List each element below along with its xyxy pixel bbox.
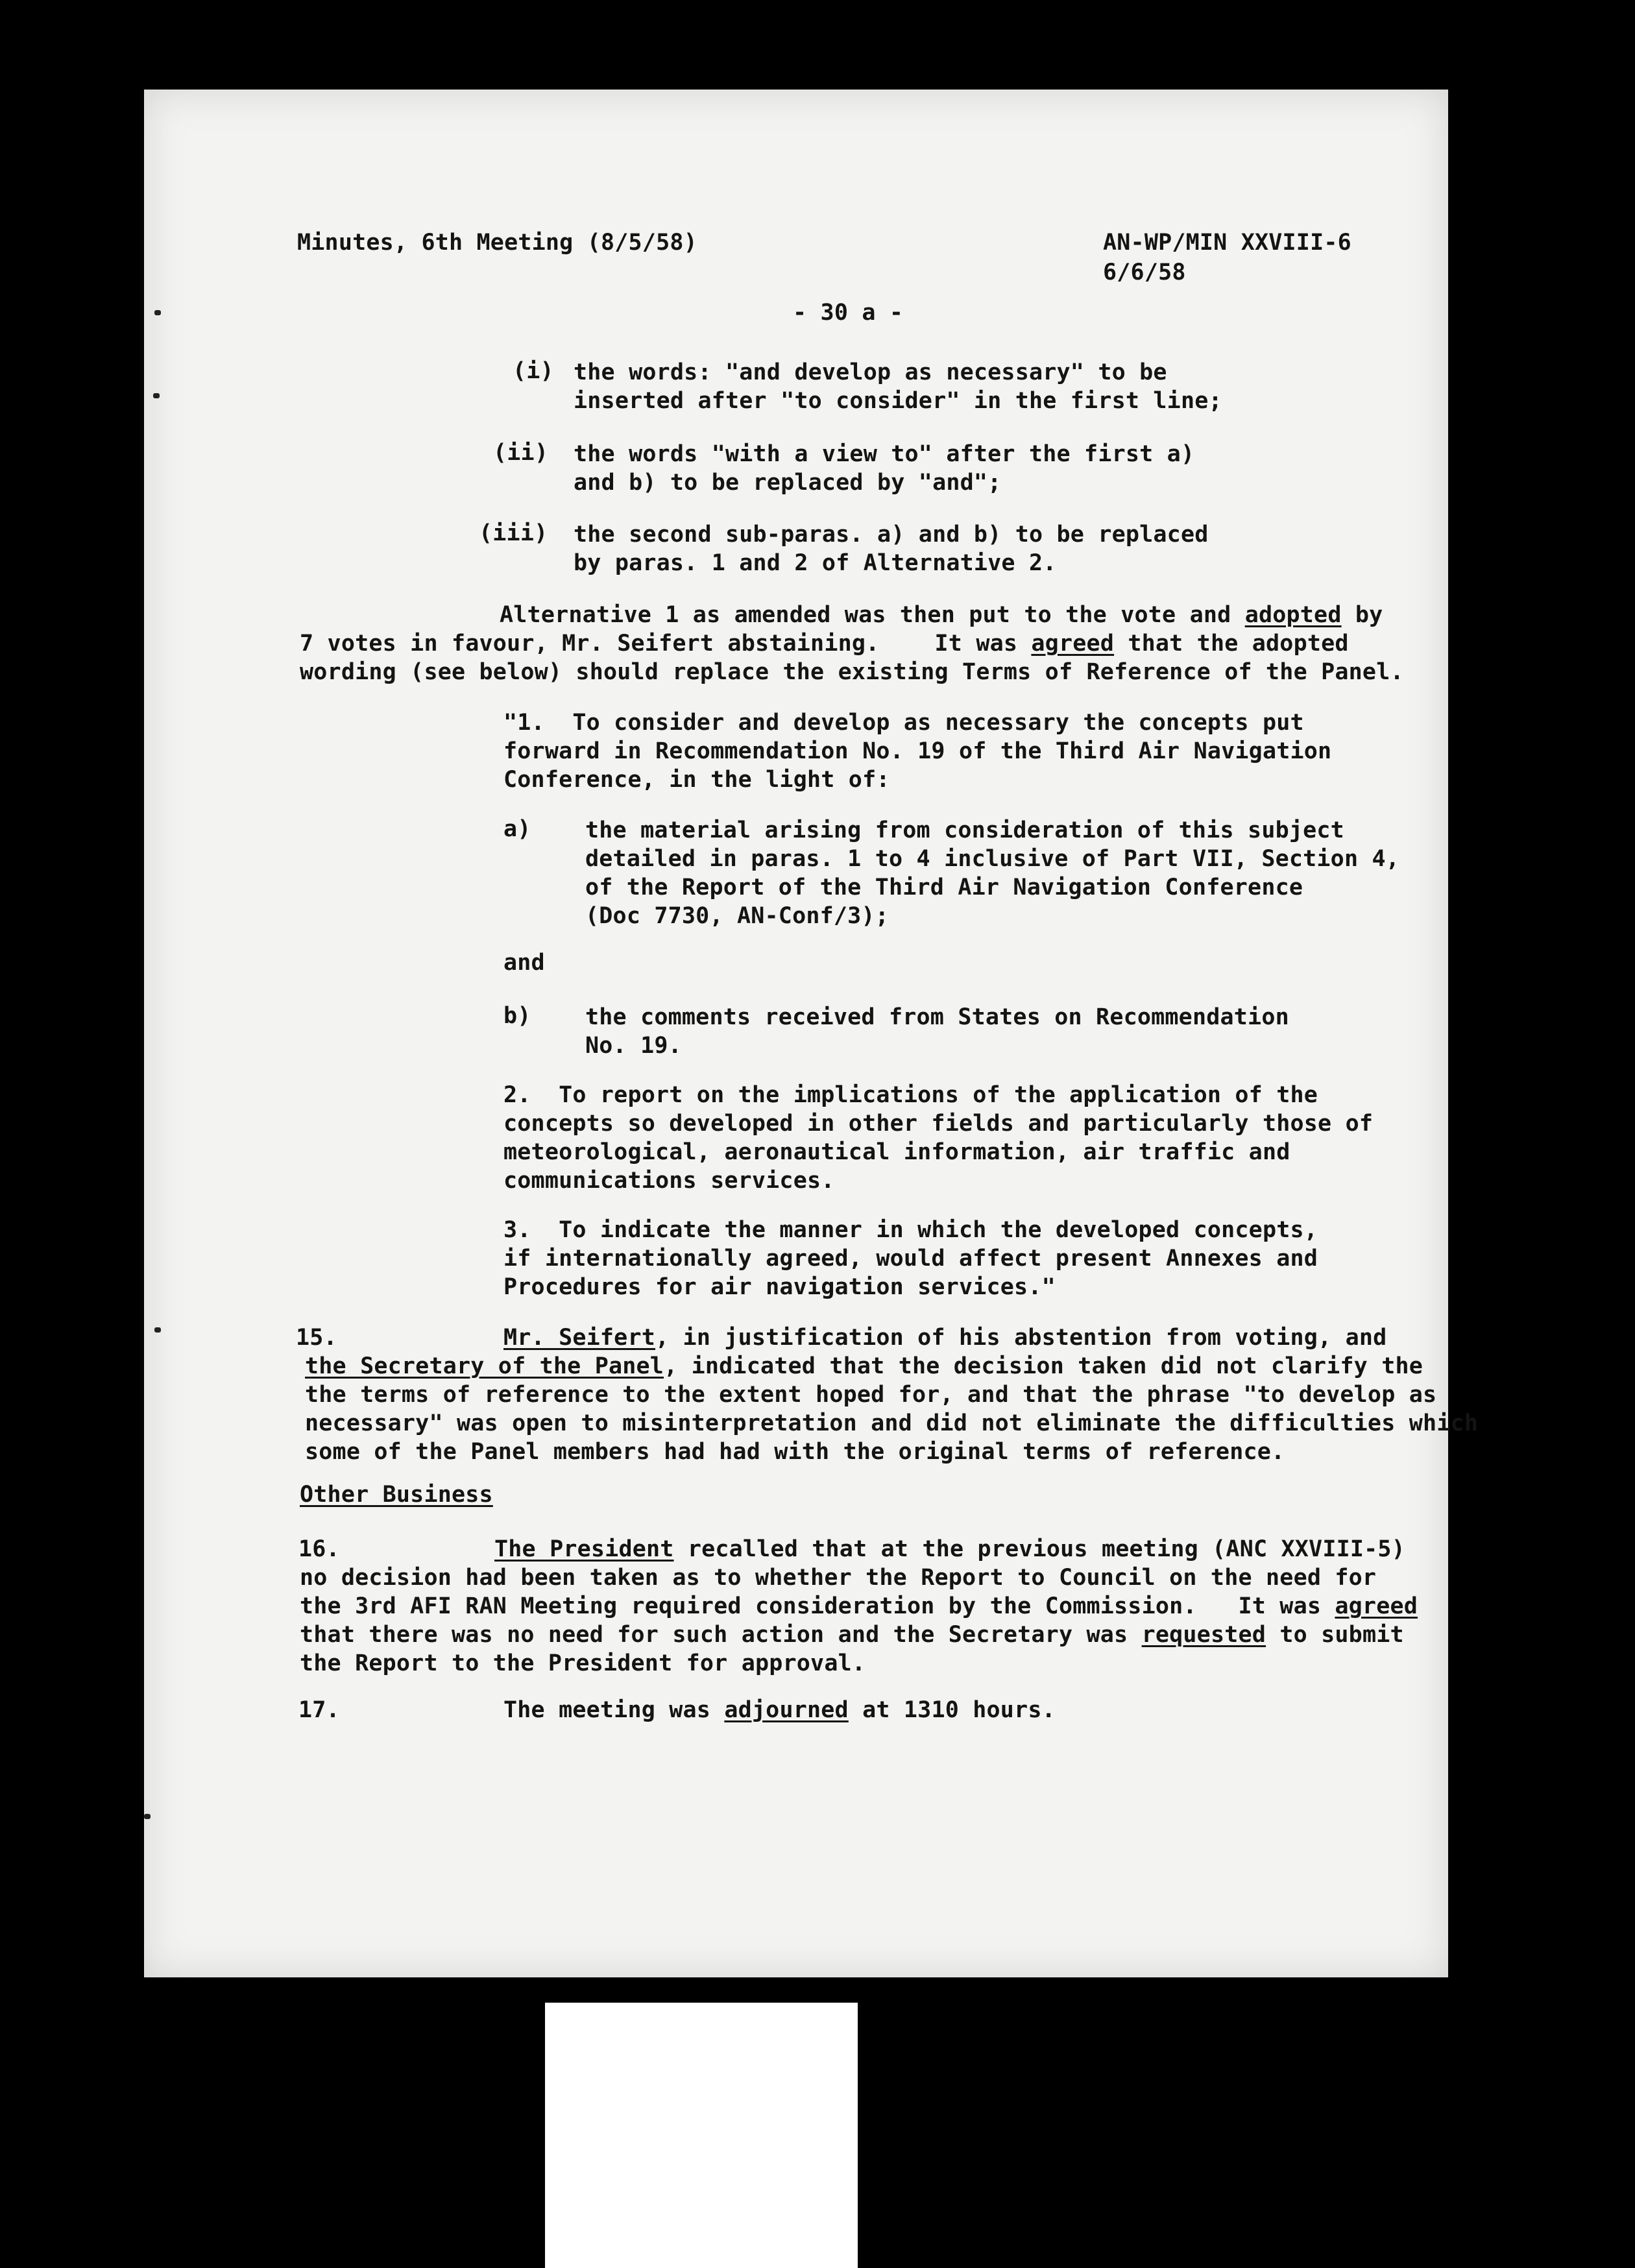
terms-para-1-line: "1. To consider and develop as necessary the concepts put [503, 710, 1304, 736]
vote-paragraph-line: wording (see below) should replace the existing Terms of Reference of the Panel. [300, 659, 1404, 685]
para-number: 15. [296, 1325, 337, 1351]
amendment-number: (iii) [479, 520, 548, 546]
sub-item-b-line: the comments received from States on Recommendation [585, 1004, 1289, 1030]
amendment-line: and b) to be replaced by "and"; [574, 470, 1002, 496]
terms-para-1-line: forward in Recommendation No. 19 of the Third Air Navigation [503, 738, 1332, 764]
amendment-line: inserted after "to consider" in the first line; [574, 388, 1222, 414]
amendment-number: (ii) [493, 440, 549, 466]
margin-mark [154, 310, 161, 315]
amendment-line: by paras. 1 and 2 of Alternative 2. [574, 550, 1057, 576]
sub-item-label: b) [503, 1003, 531, 1029]
vote-paragraph-line: 7 votes in favour, Mr. Seifert abstaining. It was agreed that the adopted [300, 631, 1349, 657]
sub-item-a-line: of the Report of the Third Air Navigation Conference [585, 875, 1303, 900]
margin-mark [153, 393, 160, 398]
para-number: 16. [298, 1536, 340, 1562]
para-17-line: The meeting was adjourned at 1310 hours. [503, 1697, 1056, 1723]
para-16-line: the 3rd AFI RAN Meeting required consideration by the Commission. It was agreed [300, 1593, 1418, 1619]
terms-para-3-line: 3. To indicate the manner in which the developed concepts, [503, 1217, 1318, 1243]
sub-item-b-line: No. 19. [585, 1033, 682, 1059]
terms-para-2-line: concepts so developed in other fields and particularly those of [503, 1111, 1374, 1137]
sub-item-a-line: detailed in paras. 1 to 4 inclusive of Part VII, Section 4, [585, 846, 1400, 872]
para-number: 17. [298, 1697, 340, 1723]
para-15-line: some of the Panel members had had with the original terms of reference. [305, 1439, 1285, 1465]
header-reference: AN-WP/MIN XXVIII-6 [1103, 230, 1351, 256]
blank-label-card [545, 2003, 858, 2268]
section-heading-other-business: Other Business [300, 1482, 493, 1508]
terms-para-2-line: meteorological, aeronautical information, air traffic and [503, 1139, 1290, 1165]
page-number: - 30 a - [793, 300, 904, 326]
para-16-line: the Report to the President for approval. [300, 1650, 866, 1676]
para-15-line: Mr. Seifert, in justification of his abstention from voting, and [503, 1325, 1387, 1351]
header-meeting-title: Minutes, 6th Meeting (8/5/58) [297, 230, 697, 256]
amendment-line: the second sub-paras. a) and b) to be replaced [574, 522, 1209, 548]
amendment-number: (i) [513, 358, 554, 384]
terms-para-1-line: Conference, in the light of: [503, 767, 890, 793]
amendment-line: the words: "and develop as necessary" to be [574, 359, 1167, 385]
vote-paragraph-line: Alternative 1 as amended was then put to the vote and adopted by [500, 602, 1383, 628]
para-15-line: necessary" was open to misinterpretation and did not eliminate the difficulties which [305, 1410, 1479, 1436]
para-16-line: no decision had been taken as to whether the Report to Council on the need for [300, 1565, 1377, 1591]
sub-item-a-line: the material arising from consideration of this subject [585, 817, 1344, 843]
terms-para-3-line: if internationally agreed, would affect present Annexes and [503, 1246, 1318, 1272]
para-15-line: the Secretary of the Panel, indicated that the decision taken did not clarify the [305, 1353, 1423, 1379]
margin-mark [144, 1814, 151, 1819]
amendment-line: the words "with a view to" after the first a) [574, 441, 1195, 467]
para-15-line: the terms of reference to the extent hoped for, and that the phrase "to develop as [305, 1382, 1437, 1408]
para-16-line: The President recalled that at the previous meeting (ANC XXVIII-5) [494, 1536, 1405, 1562]
conjunction-and: and [503, 950, 545, 976]
terms-para-2-line: 2. To report on the implications of the application of the [503, 1082, 1318, 1108]
margin-mark [154, 1327, 161, 1333]
header-date: 6/6/58 [1103, 259, 1186, 285]
terms-para-3-line: Procedures for air navigation services." [503, 1274, 1056, 1300]
sub-item-a-line: (Doc 7730, AN-Conf/3); [585, 903, 889, 929]
sub-item-label: a) [503, 816, 531, 842]
terms-para-2-line: communications services. [503, 1168, 835, 1194]
para-16-line: that there was no need for such action and the Secretary was requested to submit [300, 1622, 1404, 1648]
